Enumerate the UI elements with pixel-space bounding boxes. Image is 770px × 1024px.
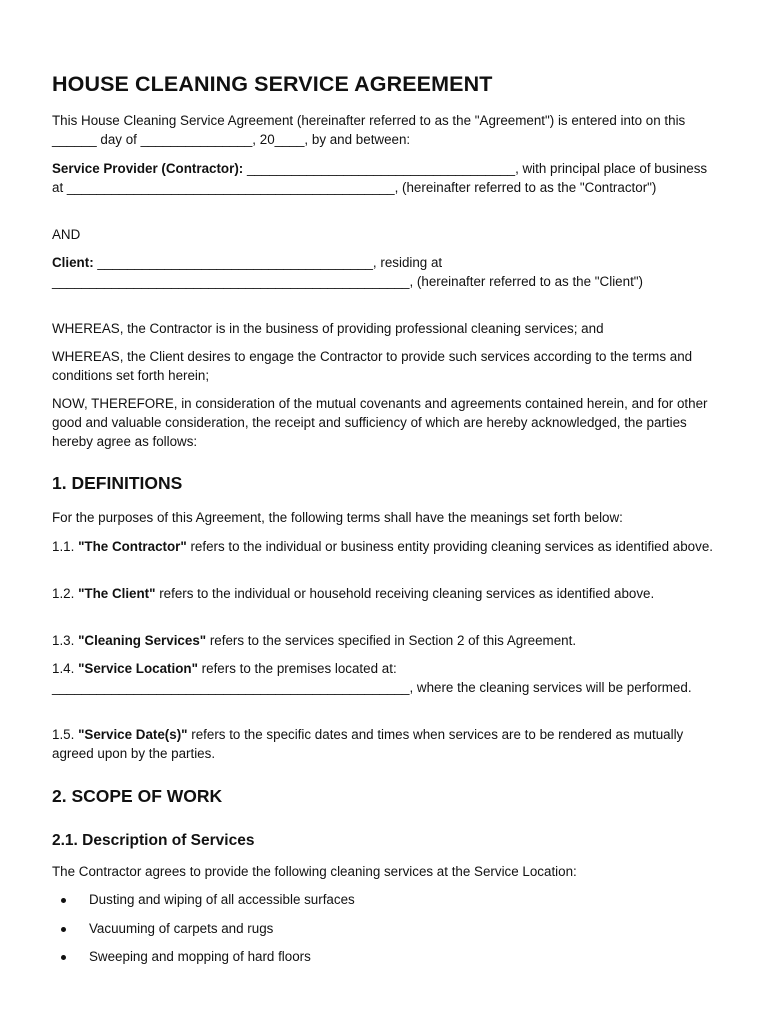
definition-text: refers to the individual or business entity providing cleaning services as identified above.: [186, 539, 713, 554]
section-2-1-heading: 2.1. Description of Services: [52, 832, 255, 849]
definition-term: "Service Date(s)": [78, 727, 188, 742]
section-2-heading: 2. SCOPE OF WORK: [52, 786, 223, 806]
recital-whereas-2: WHEREAS, the Client desires to engage the Contractor to provide such services according to the terms and conditions set forth herein;: [52, 349, 693, 383]
definition-item: [52, 584, 720, 603]
definition-number: 1.1.: [52, 539, 79, 554]
section-1-intro: For the purposes of this Agreement, the following terms shall have the meanings set forth below:: [52, 510, 623, 525]
client-text: _____________________________________, residing at ________________________________________________, (hereinafter referred to as the "Client"): [52, 255, 643, 289]
bullet-icon: [61, 927, 66, 932]
provider-text: ____________________________________, with principal place of business at ____________________________________________, (hereinafter referred to as the "Contractor"): [52, 161, 708, 195]
definition-number: 1.4.: [52, 661, 79, 676]
bullet-icon: [61, 898, 66, 903]
list-item-text: Dusting and wiping of all accessible surfaces: [89, 892, 355, 907]
definition-term: "Service Location": [78, 661, 198, 676]
section-2-intro: The Contractor agrees to provide the following cleaning services at the Service Location:: [52, 864, 577, 879]
definition-item: [52, 725, 720, 763]
provider-label: Service Provider (Contractor):: [52, 161, 244, 176]
definition-item: [52, 659, 720, 697]
definition-item: [52, 537, 720, 556]
section-1-heading: 1. DEFINITIONS: [52, 473, 183, 493]
definition-number: 1.5.: [52, 727, 79, 742]
definition-number: 1.3.: [52, 633, 79, 648]
list-item-text: Sweeping and mopping of hard floors: [89, 949, 311, 964]
recital-now-therefore: NOW, THEREFORE, in consideration of the mutual covenants and agreements contained herein, and for other good and valuable consideration, the receipt and sufficiency of which are hereby acknowledged, the parties hereby agree as follows:: [52, 396, 708, 449]
definition-text: refers to the premises located at: ________________________________________________, where the cleaning services will be performed.: [52, 661, 692, 695]
definition-text: refers to the services specified in Section 2 of this Agreement.: [206, 633, 577, 648]
definition-text: refers to the individual or household receiving cleaning services as identified above.: [155, 586, 655, 601]
bullet-icon: [61, 955, 66, 960]
definition-term: "Cleaning Services": [78, 633, 207, 648]
client-paragraph: [52, 253, 720, 291]
recital-whereas-1: WHEREAS, the Contractor is in the business of providing professional cleaning services; and: [52, 321, 604, 336]
definition-number: 1.2.: [52, 586, 79, 601]
list-item-text: Vacuuming of carpets and rugs: [89, 921, 274, 936]
client-label: Client:: [52, 255, 94, 270]
document-title: HOUSE CLEANING SERVICE AGREEMENT: [52, 72, 493, 96]
definition-term: "The Client": [78, 586, 156, 601]
definition-text: refers to the specific dates and times when services are to be rendered as mutually agreed upon by the parties.: [52, 727, 684, 761]
provider-paragraph: [52, 159, 720, 197]
definition-term: "The Contractor": [78, 539, 187, 554]
and-paragraph: AND: [52, 227, 81, 242]
intro-paragraph: This House Cleaning Service Agreement (hereinafter referred to as the "Agreement") is entered into on this ______ day of _______________, 20____, by and between:: [52, 113, 686, 147]
definition-item: [52, 631, 720, 650]
